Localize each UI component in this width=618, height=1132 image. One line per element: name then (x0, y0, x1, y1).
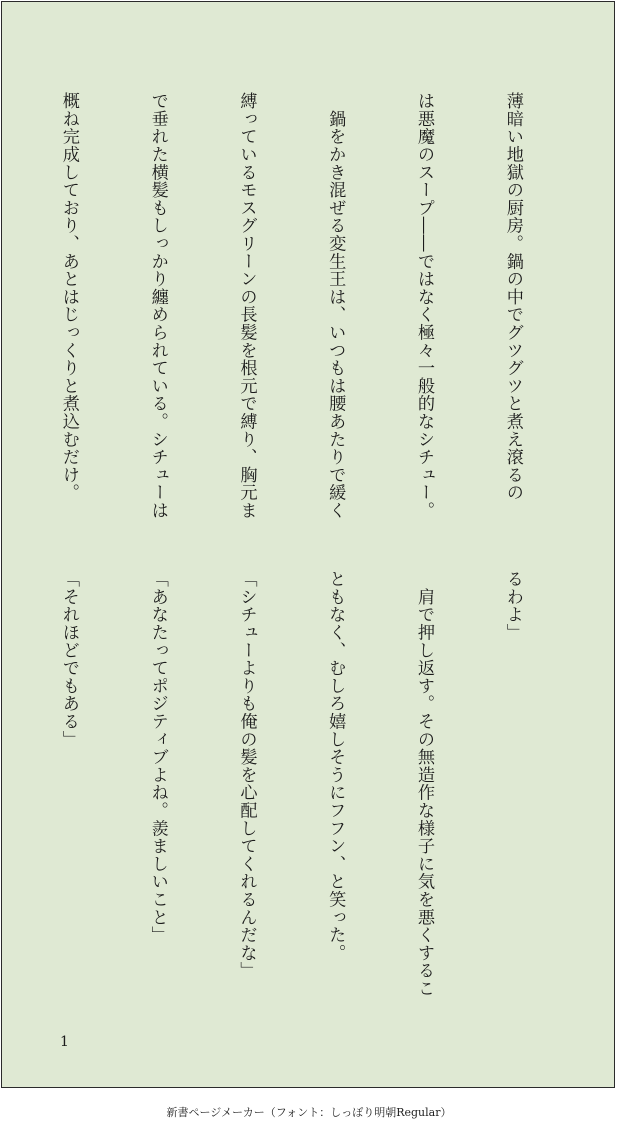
text-column: 鍋をかき混ぜる変生王は、いつもは腰あたりで緩く (325, 92, 346, 520)
text-column: 「それほどでもある」 (58, 570, 79, 748)
text-tier-top (52, 92, 586, 542)
text-column: 「あなたってポジティブよね。羨ましいこと」 (147, 570, 168, 944)
book-page (1, 1, 615, 1088)
text-column: で垂れた横髪もしっかり纏められている。シチューは (147, 92, 168, 520)
text-column: るわよ」 (502, 570, 523, 642)
text-column: 概ね完成しており、あとはじっくりと煮込むだけ。 (58, 92, 79, 502)
text-tier-bottom (52, 570, 586, 1020)
text-column: 肩で押し返す。その無造作な様子に気を悪くするこ (414, 570, 435, 998)
text-column: は悪魔のスープ――ではなく極々一般的なシチュー。 (414, 92, 435, 520)
text-column: 薄暗い地獄の厨房。鍋の中でグツグツと煮え滾るの (502, 92, 523, 502)
text-column: 縛っているモスグリーンの長髪を根元で縛り、胸元ま (236, 92, 257, 520)
page-number: 1 (60, 1034, 69, 1050)
text-column: ともなく、むしろ嬉しそうにフフン、と笑った。 (325, 570, 346, 962)
footer-caption: 新書ページメーカー（フォント：しっぽり明朝Regular） (166, 1106, 452, 1119)
text-column: 「シチューよりも俺の髪を心配してくれるんだな」 (236, 570, 257, 980)
